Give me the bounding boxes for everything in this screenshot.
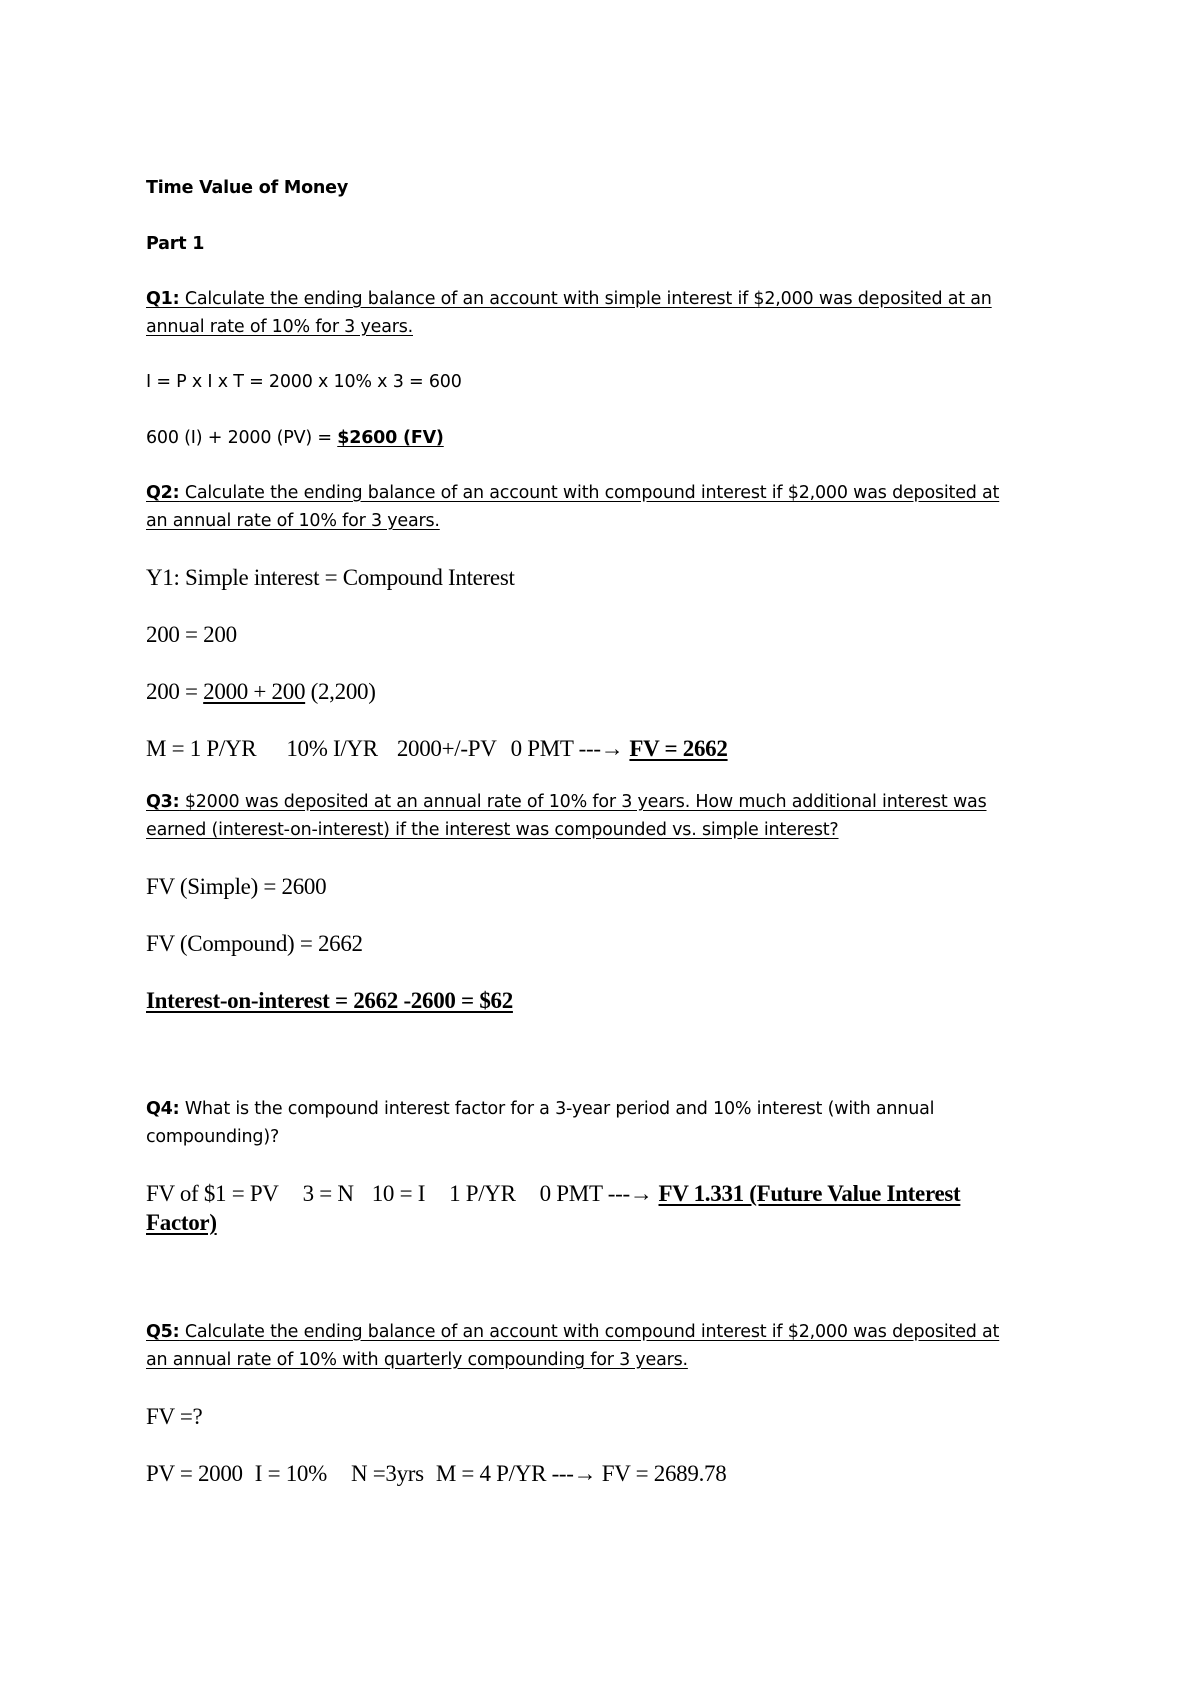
- q2-calculator-line: [146, 737, 728, 760]
- q2-y1: Y1: Simple interest = Compound Interest: [146, 565, 515, 590]
- q3-question-line1: [146, 794, 987, 812]
- q5-text-1: Calculate the ending balance of an account with compound interest if $2,000 was deposited at: [179, 1322, 1000, 1342]
- q2-question-line1: [146, 485, 999, 503]
- q4-calc-pmt: 0 PMT ---: [539, 1181, 630, 1206]
- q5-calc-i: I = 10%: [254, 1461, 327, 1486]
- q3-text-1: $2000 was deposited at an annual rate of 10% for 3 years. How much additional interest was: [179, 792, 987, 812]
- part-heading: Part 1: [146, 234, 205, 254]
- q4-calc-pyr: 1 P/YR: [449, 1181, 516, 1206]
- q1-result-prefix: 600 (I) + 2000 (PV) =: [146, 428, 338, 448]
- q2-calc-m: M = 1 P/YR: [146, 736, 257, 761]
- arrow-icon: →: [573, 1461, 597, 1486]
- q4-question-line1: [146, 1101, 934, 1119]
- q4-text-1: What is the compound interest factor for a 3-year period and 10% interest (with annual: [179, 1099, 935, 1119]
- q1-result-line: [146, 430, 444, 448]
- q3-question-line2: earned (interest-on-interest) if the interest was compounded vs. simple interest?: [146, 820, 839, 840]
- q2-eq2-underlined: 2000 + 200: [203, 679, 306, 704]
- q4-label: Q4:: [146, 1099, 180, 1119]
- q4-question-line2: compounding)?: [146, 1127, 280, 1147]
- q4-calc-n: 3 = N: [302, 1181, 354, 1206]
- q3-fv-simple: FV (Simple) = 2600: [146, 874, 327, 899]
- q2-eq1: 200 = 200: [146, 622, 237, 647]
- q3-answer: Interest-on-interest = 2662 -2600 = $62: [146, 988, 513, 1013]
- q1-label: Q1:: [146, 289, 180, 309]
- q5-calc-result: FV = 2689.78: [596, 1461, 727, 1486]
- q2-calc-pv: 2000+/-PV: [396, 736, 497, 761]
- q5-calc-pv: PV = 2000: [146, 1461, 243, 1486]
- q5-fv-question: FV =?: [146, 1404, 203, 1429]
- q1-text-1: Calculate the ending balance of an account with simple interest if $2,000 was deposited at an: [179, 289, 992, 309]
- q2-eq2-prefix: 200 =: [146, 679, 204, 704]
- q1-question-line1: [146, 291, 992, 309]
- q5-question-line1: [146, 1324, 999, 1342]
- q3-fv-compound: FV (Compound) = 2662: [146, 931, 363, 956]
- document-title: Time Value of Money: [146, 178, 349, 198]
- q4-calc-i: 10 = I: [371, 1181, 426, 1206]
- q1-result: $2600 (FV): [337, 428, 444, 448]
- q2-calc-i: 10% I/YR: [286, 736, 378, 761]
- q1-formula: I = P x I x T = 2000 x 10% x 3 = 600: [146, 372, 462, 392]
- q4-result-line1: FV 1.331 (Future Value Interest: [658, 1181, 961, 1206]
- q5-calculator-line: [146, 1462, 726, 1485]
- q2-eq2: [146, 680, 376, 703]
- arrow-icon: →: [629, 1181, 653, 1206]
- q5-label: Q5:: [146, 1322, 180, 1342]
- q2-calc-pmt: 0 PMT ---: [510, 736, 601, 761]
- q5-question-line2: an annual rate of 10% with quarterly compounding for 3 years.: [146, 1350, 688, 1370]
- q3-label: Q3:: [146, 792, 180, 812]
- q1-question-line2: annual rate of 10% for 3 years.: [146, 317, 413, 337]
- q2-text-1: Calculate the ending balance of an account with compound interest if $2,000 was deposited at: [179, 483, 1000, 503]
- q5-calc-m: M = 4 P/YR ---: [435, 1461, 574, 1486]
- q2-question-line2: an annual rate of 10% for 3 years.: [146, 511, 440, 531]
- q2-eq2-suffix: (2,200): [305, 679, 376, 704]
- q4-calculator-line: [146, 1182, 960, 1205]
- q4-calc-fv: FV of $1 = PV: [146, 1181, 279, 1206]
- q2-calc-result: FV = 2662: [629, 736, 728, 761]
- arrow-icon: →: [600, 736, 624, 761]
- q5-calc-n: N =3yrs: [350, 1461, 424, 1486]
- q4-result-line2: Factor): [146, 1210, 217, 1235]
- q2-label: Q2:: [146, 483, 180, 503]
